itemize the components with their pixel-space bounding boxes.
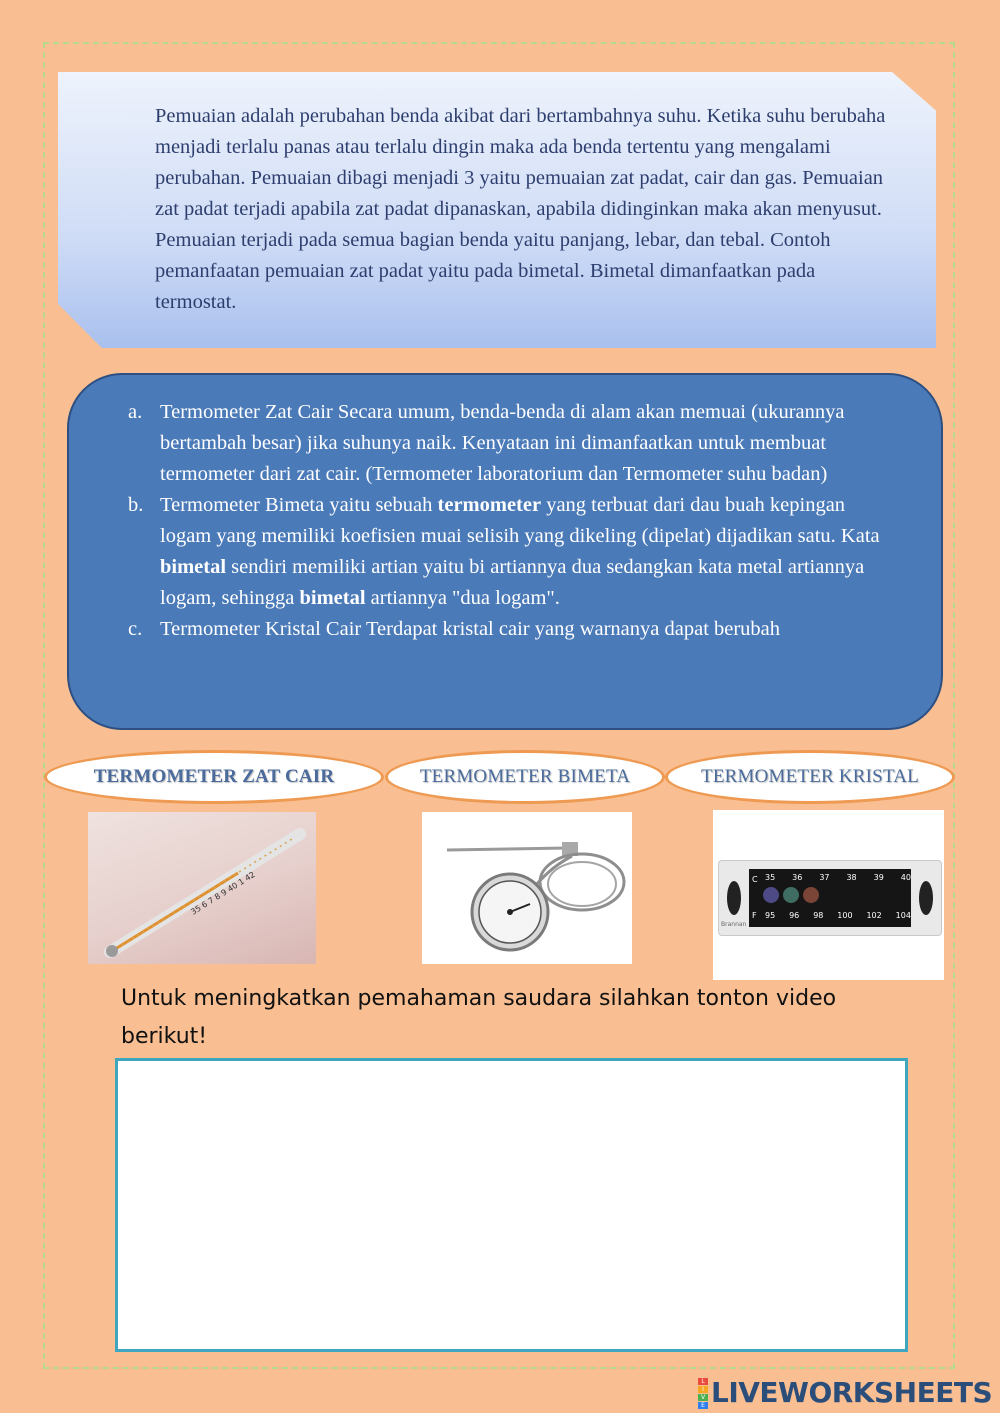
photo-liquid-thermometer [88,812,316,964]
video-instruction: Untuk meningkatkan pemahaman saudara silahkan tonton video berikut! [121,986,837,1049]
color-dot [783,887,799,903]
strip-brand: Brannan [721,921,747,928]
video-embed[interactable] [115,1058,908,1352]
thermometer-types-list [128,397,890,645]
color-dot [763,887,779,903]
list-marker: a. [128,401,143,423]
crystal-color-dots [763,887,819,903]
label-termometer-bimeta: TERMOMETER BIMETA [385,750,665,804]
fahrenheit-scale: 95 96 98 100 102 104 [765,911,911,920]
liveworksheets-logo-icon: L I V E [698,1378,708,1409]
bold-term: bimetal [160,556,227,578]
liquid-thermometer-illustration [88,812,316,964]
intro-text: Pemuaian adalah perubahan benda akibat dari bertambahnya suhu. Ketika suhu berubaha menjadi terlalu panas atau terlalu dingin maka ada benda tertentu yang mengalami perubahan. Pemuaian dibagi menjadi 3 yaitu pemuaian zat padat, cair dan gas. Pemuaian zat padat terjadi apabila zat padat dipanaskan, apabila didinginkan maka akan menyusut. Pemuaian terjadi pada semua bagian benda yaitu panjang, lebar, dan tebal. Contoh pemanfaatan pemuaian zat padat yaitu pada bimetal. Bimetal dimanfaatkan pada termostat. [155,105,886,313]
list-item [128,614,890,645]
strip-end-right [919,881,933,915]
crystal-strip-card [718,860,942,936]
list-marker: c. [128,618,143,640]
svg-text:35 6 7 8 9 40 1 42: 35 6 7 8 9 40 1 42 [189,869,257,917]
color-dot [803,887,819,903]
list-item-text: Termometer Kristal Cair Terdapat kristal cair yang warnanya dapat berubah [160,618,781,640]
label-termometer-kristal: TERMOMETER KRISTAL [665,750,955,804]
celsius-scale: 35 36 37 38 39 40 [765,873,911,882]
bold-term: termometer [437,494,542,516]
list-item [128,490,890,614]
liveworksheets-wordmark: LIVEWORKSHEETS [711,1376,993,1409]
list-item-text: Termometer Bimeta yaitu sebuah termometer yang terbuat dari dau buah kepingan logam yang memiliki koefisien muai selisih yang dikeling (dipelat) dijadikan satu. Kata bimetal sendiri memiliki artian yaitu bi artiannya dua sedangkan kata metal artiannya logam, sehingga bimetal artiannya "dua logam". [160,494,880,609]
crystal-strip [749,869,911,927]
list-marker: b. [128,494,144,516]
liveworksheets-brand [698,1376,992,1410]
fahrenheit-label: F [752,911,757,920]
strip-end-left [727,881,741,915]
bimetal-thermometer-illustration [422,812,632,964]
celsius-label: C [752,875,758,884]
list-item [128,397,890,490]
list-item-text: Termometer Zat Cair Secara umum, benda-benda di alam akan memuai (ukurannya bertambah besar) jika suhunya naik. Kenyataan ini dimanfaatkan untuk membuat termometer dari zat cair. (Termometer laboratorium dan Termometer suhu badan) [160,401,845,485]
label-termometer-zat-cair: TERMOMETER ZAT CAIR [44,750,384,804]
photo-bimetal-thermometer [422,812,632,964]
photo-crystal-thermometer [713,810,944,980]
bold-term: bimetal [299,587,366,609]
